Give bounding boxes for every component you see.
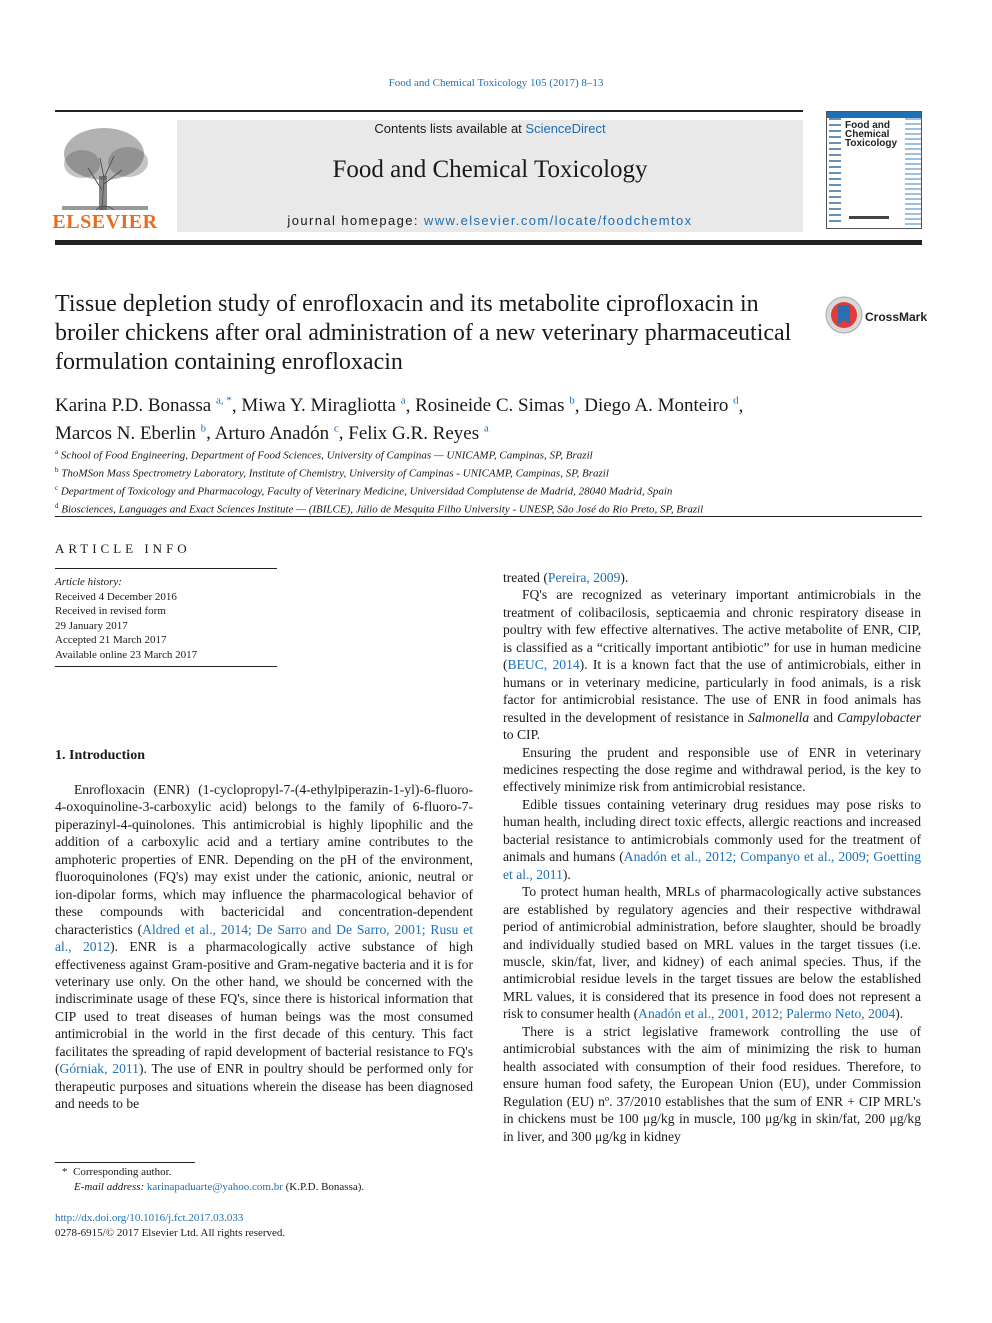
article-history	[55, 575, 285, 662]
author-3[interactable]: Rosineide C. Simas $^b$	[415, 395, 575, 417]
article-title: Tissue depletion study of enrofloxacin and its metabolite ciprofloxacin in broiler chickens after oral administration of a new veterinary pharmaceutical formulation containing enrofloxacin	[55, 291, 792, 375]
text-run: FQ's are recognized as veterinary important antimicrobials in the treatment of colibacilosis, septicaemia and chronic respiratory disease in poultry with few effective alternatives. The active metabolite of ENR, CIP, is classified as a “critically important antibiotic” for use in human medicine (	[503, 587, 921, 673]
journal-title: Food and Chemical Toxicology	[332, 156, 648, 183]
text-run: To protect human health, MRLs of pharmacologically active substances are established by regulatory agencies and their respective withdrawal period of antimicrobial administration, before slaughter, should be broadly and individually studied based on MRL values in the target tissues (i.e. muscle, skin/fat, liver, and kidney) of each animal species. Thus, if the antimicrobial residue levels in the target tissues are below the established MRL values, it is considered that its presence in food does not represent a risk to consumer health (	[503, 884, 921, 1022]
affiliation-c: $^c$ Department of Toxicology and Pharmacology, Faculty of Veterinary Medicine, Universidad Complutense de Madrid, 28040 Madrid, Spain	[55, 484, 673, 498]
history-label: Article history:	[55, 576, 122, 588]
email-label: E-mail address:	[74, 1181, 145, 1193]
author-list: Karina P.D. Bonassa $^{a, *}$, Miwa Y. Miragliotta $^a$, Rosineide C. Simas $^b$, Diego A. Monteiro $^d$, Marcos N. Eberlin $^b$, Arturo Anadón $^c$, Felix G.R. Reyes $^a$	[55, 395, 744, 444]
history-received: Received 4 December 2016	[55, 590, 177, 603]
author-1[interactable]: Karina P.D. Bonassa $^{a, *}$	[55, 395, 232, 417]
text-run: ). It is a known fact that the use of antimicrobials, either in humans or in veterinary medicine, particularly in food animals, is a risk factor for antimicrobial resistance. The use of ENR in food animals has resulted in the development of resistance in	[503, 657, 921, 725]
citation-link[interactable]: Pereira, 2009	[547, 570, 621, 585]
contents-prefix: Contents lists available at	[374, 121, 526, 136]
section-divider	[55, 516, 922, 517]
article-info-rule-bottom	[55, 666, 277, 667]
text-run: and	[809, 709, 838, 725]
history-revised-date: 29 January 2017	[55, 619, 128, 632]
homepage-line	[177, 213, 803, 228]
corresponding-author-note	[62, 1165, 482, 1195]
cover-title: Food and Chemical Toxicology	[845, 120, 898, 149]
corresponding-label: Corresponding author.	[73, 1166, 172, 1178]
text-run: ). The use of ENR in poultry should be performed only for therapeutic purposes and situations wherein the disease has been diagnosed and needs to be	[55, 1061, 473, 1112]
article-info-rule-top	[55, 568, 277, 569]
history-online: Available online 23 March 2017	[55, 648, 198, 661]
affiliations	[55, 445, 915, 518]
footnote-star: *	[62, 1166, 68, 1178]
text-run: treated (	[503, 570, 548, 585]
italic-term: Campylobacter	[837, 709, 921, 725]
sciencedirect-link[interactable]: ScienceDirect	[525, 121, 606, 136]
text-run: Edible tissues containing veterinary drug residues may pose risks to human health, including direct toxic effects, allergic reactions and increased bacterial resistance to antimicrobials commonly used for the treatment of animals and humans (	[503, 796, 921, 865]
doi-link[interactable]: http://dx.doi.org/10.1016/j.fct.2017.03.033	[55, 1212, 244, 1224]
introduction-heading: 1. Introduction	[55, 748, 145, 763]
right-column	[503, 569, 921, 1145]
affiliation-b: $^b$ ThoMSon Mass Spectrometry Laboratory, Institute of Chemistry, University of Campinas - UNICAMP, Campinas, SP, Brazil	[55, 466, 609, 480]
left-column	[55, 781, 473, 1113]
email-link[interactable]: karinapaduarte@yahoo.com.br	[146, 1181, 283, 1193]
crossmark-label[interactable]: CrossMark	[865, 310, 928, 324]
footnote-rule	[55, 1162, 195, 1163]
homepage-link[interactable]: www.elsevier.com/locate/foodchemtox	[423, 213, 693, 228]
intro-paragraph-continued	[503, 569, 921, 586]
article-info-heading: ARTICLE INFO	[55, 541, 191, 556]
text-run: ).	[620, 570, 629, 585]
history-revised: Received in revised form	[55, 605, 166, 617]
journal-reference[interactable]: Food and Chemical Toxicology 105 (2017) 8–13	[388, 77, 604, 89]
email-suffix: (K.P.D. Bonassa).	[282, 1181, 365, 1193]
author-7[interactable]: Felix G.R. Reyes $^a$	[348, 422, 489, 444]
citation-link[interactable]: Górniak, 2011	[59, 1061, 139, 1077]
intro-paragraph-2	[503, 586, 921, 743]
affiliation-d: $^d$ Biosciences, Languages and Exact Sciences Institute — (IBILCE), Júlio de Mesquita Filho University - UNESP, São José do Rio Preto, SP, Brazil	[55, 502, 704, 517]
author-2[interactable]: Miwa Y. Miragliotta $^a$	[241, 395, 406, 417]
text-run: Enrofloxacin (ENR) (1-cyclopropyl-7-(4-ethylpiperazin-1-yl)-6-fluoro-4-oxoquinoline-3-carboxylic acid) belongs to the family of 6-fluoro-7-piperazinyl-4-quinolones. This antimicrobial is highly lipophilic and the addition of a carboxylic acid and a tertiary amine contributes to the amphoteric properties of ENR. Depending on the pH of the environment, fluoroquinolones (FQ's) may exist under the cationic, anionic, neutral or ion-dipolar forms, which may influence the pharmacological behavior of these compounds with bactericidal and concentration-dependent characteristics (	[55, 782, 473, 937]
intro-paragraph-3	[503, 744, 921, 796]
text-run: to CIP.	[503, 727, 541, 743]
homepage-prefix: journal homepage:	[287, 213, 424, 228]
text-run: ).	[895, 1006, 904, 1022]
intro-paragraph-6	[503, 1023, 921, 1145]
author-4[interactable]: Diego A. Monteiro $^d$	[584, 395, 739, 417]
text-run: There is a strict legislative framework controlling the use of antimicrobial substances with the aim of minimizing the risk to human health associated with consumption of their food residues. Therefore, to ensure human food safety, the European Union (EU), under Commission Regulation (EU) nº. 37/2010 establishes that the sum of ENR + CIP MRL's in chickens must be 100 μg/kg in muscle, 100 μg/kg in skin/fat, 200 μg/kg in liver, and 300 μg/kg in kidney	[503, 1023, 921, 1144]
intro-paragraph-4	[503, 796, 921, 883]
intro-paragraph-5	[503, 883, 921, 1023]
text-run: Ensuring the prudent and responsible use of ENR in veterinary medicines respecting the dose regime and withdrawal period, is the key to effectively minimize risk from antimicrobial resistance.	[503, 744, 921, 795]
author-5[interactable]: Marcos N. Eberlin $^b$	[55, 422, 207, 444]
elsevier-wordmark: ELSEVIER	[52, 211, 158, 233]
italic-term: Salmonella	[748, 709, 810, 725]
citation-link[interactable]: Aldred et al., 2014; De Sarro and De Sarro, 2001; Rusu et al., 2012	[55, 921, 473, 955]
affiliation-a: $^a$ School of Food Engineering, Department of Food Sciences, University of Campinas — UNICAMP, Campinas, SP, Brazil	[55, 448, 593, 462]
cover-stripe	[829, 118, 841, 226]
citation-link[interactable]: BEUC, 2014	[507, 657, 580, 673]
crossmark-icon[interactable]	[825, 296, 863, 334]
header-top-rule	[55, 110, 803, 112]
header-thick-rule	[55, 240, 922, 245]
intro-paragraph-1	[55, 781, 473, 1113]
text-run: ). ENR is a pharmacologically active substance of high effectiveness against Gram-positive and Gram-negative bacteria and it is for veterinary use only. On the other hand, we should be concerned with the indiscriminate usage of these FQ's, since there is historical information that CIP used to treat diseases of human beings was the most consumed antimicrobial in the world in the first decade of this century. This fact facilitates the spreading of rapid development of bacterial resistance to FQ's (	[55, 939, 473, 1077]
cover-side-strip	[905, 118, 921, 228]
page-footer	[55, 1211, 475, 1241]
citation-link[interactable]: Anadón et al., 2001, 2012; Palermo Neto, 2004	[638, 1006, 896, 1022]
author-6[interactable]: Arturo Anadón $^c$	[214, 422, 339, 444]
copyright: 0278-6915/© 2017 Elsevier Ltd. All rights reserved.	[55, 1227, 286, 1239]
text-run: ).	[562, 866, 571, 882]
history-accepted: Accepted 21 March 2017	[55, 634, 167, 646]
journal-cover-thumbnail[interactable]	[826, 111, 922, 229]
citation-link[interactable]: Anadón et al., 2012; Companyo et al., 2009; Goetting et al., 2011	[503, 849, 921, 882]
cover-footer-mark	[849, 216, 889, 219]
contents-line	[177, 121, 803, 136]
